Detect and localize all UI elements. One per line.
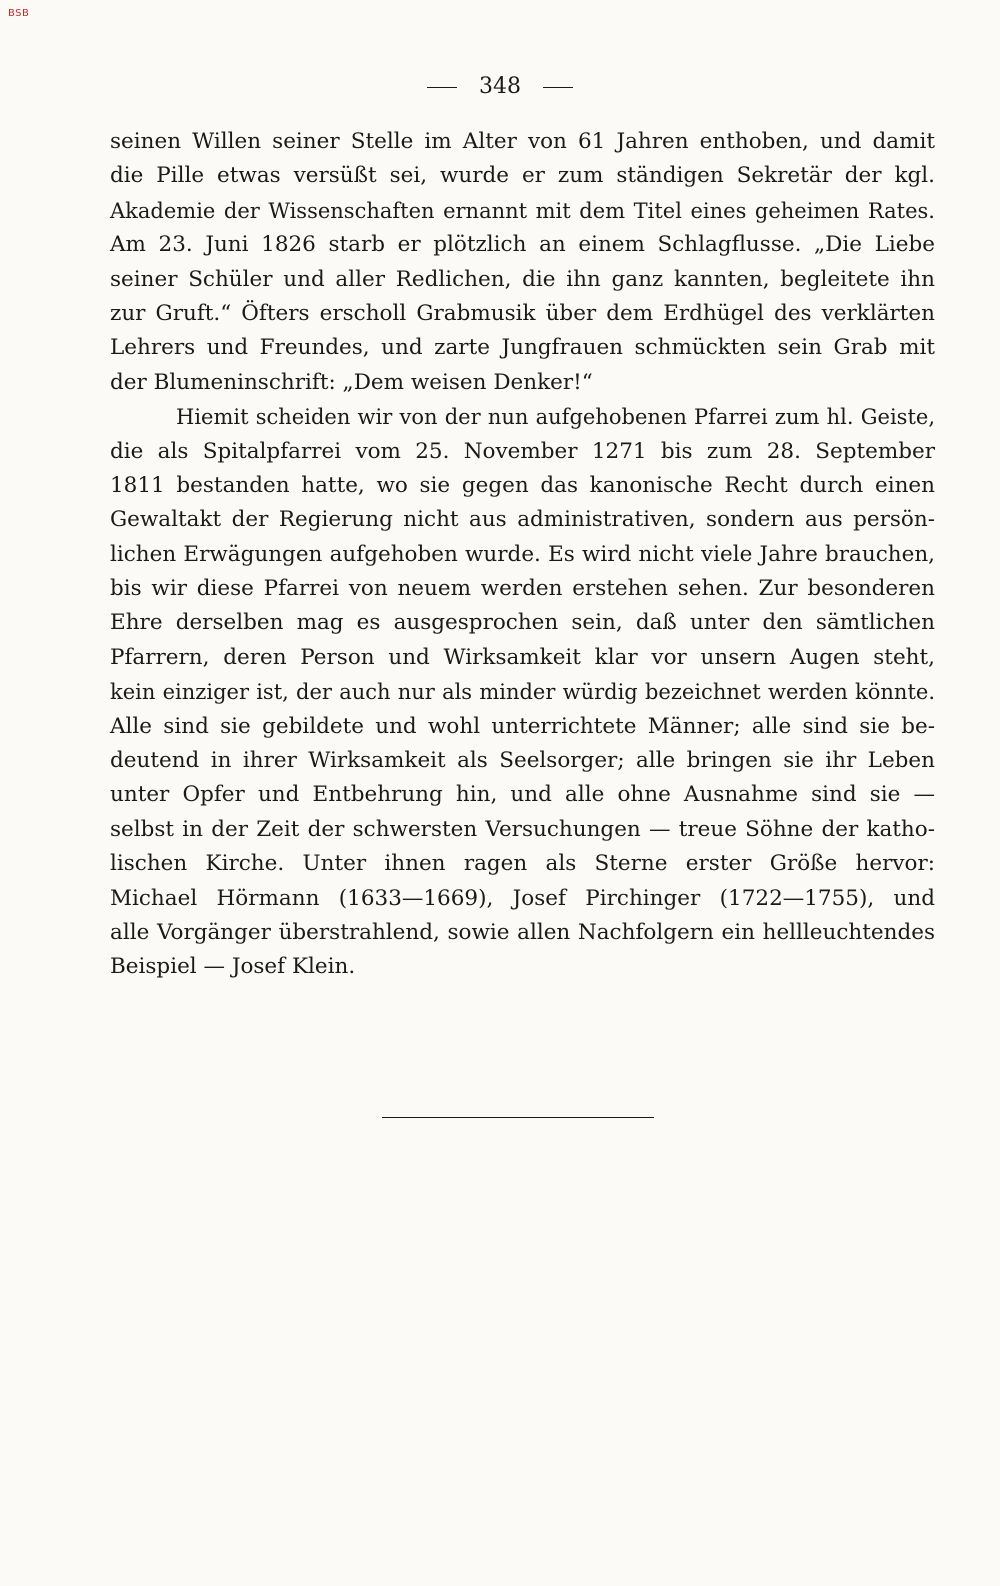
text-line: seiner Schüler und aller Redlichen, die ihn ganz kannten, begleitete ihn <box>110 266 935 292</box>
text-line: lischen Kirche. Unter ihnen ragen als Sterne erster Größe hervor: <box>110 851 935 877</box>
text-line: Am 23. Juni 1826 starb er plötzlich an einem Schlagflusse. „Die Liebe <box>110 232 935 258</box>
text-line: Beispiel — Josef Klein. <box>110 954 356 980</box>
text-line: bis wir diese Pfarrei von neuem werden erstehen sehen. Zur besonderen <box>110 576 935 602</box>
text-line: lichen Erwägungen aufgehoben wurde. Es wird nicht viele Jahre brauchen, <box>110 541 935 567</box>
text-line: deutend in ihrer Wirksamkeit als Seelsorger; alle bringen sie ihr Leben <box>110 748 935 774</box>
page-number <box>0 73 1000 101</box>
text-line: Akademie der Wissenschaften ernannt mit dem Titel eines geheimen Rates. <box>110 198 935 223</box>
text-line: die als Spitalpfarrei vom 25. November 1271 bis zum 28. September <box>110 438 935 464</box>
text-line: Michael Hörmann (1633—1669), Josef Pirchinger (1722—1755), und <box>110 885 935 911</box>
body-text <box>110 125 935 985</box>
text-line: selbst in der Zeit der schwersten Versuchungen — treue Söhne der katho- <box>110 816 935 842</box>
text-line: Pfarrern, deren Person und Wirksamkeit klar vor unsern Augen steht, <box>110 644 935 670</box>
page-number-dash-left <box>427 87 457 88</box>
text-line: alle Vorgänger überstrahlend, sowie allen Nachfolgern ein hellleuchtendes <box>110 919 935 945</box>
text-line: unter Opfer und Entbehrung hin, und alle ohne Ausnahme sind sie — <box>110 782 935 808</box>
text-line: Lehrers und Freundes, und zarte Jungfrauen schmückten sein Grab mit <box>110 335 935 361</box>
text-line: Alle sind sie gebildete und wohl unterrichtete Männer; alle sind sie be- <box>110 713 935 739</box>
text-line: zur Gruft.“ Öfters erscholl Grabmusik über dem Erdhügel des verklärten <box>110 300 935 326</box>
page-number-dash-right <box>543 87 573 88</box>
text-line: Gewaltakt der Regierung nicht aus administrativen, sondern aus persön- <box>110 507 935 533</box>
text-line: Ehre derselben mag es ausgesprochen sein, daß unter den sämtlichen <box>110 610 935 636</box>
text-line: Hiemit scheiden wir von der nun aufgehobenen Pfarrei zum hl. Geiste, <box>176 405 935 430</box>
section-end-rule <box>382 1117 654 1118</box>
library-watermark: BSB <box>8 8 30 19</box>
text-line: der Blumeninschrift: „Dem weisen Denker!“ <box>110 369 593 395</box>
page-number-value: 348 <box>479 74 521 99</box>
text-line: seinen Willen seiner Stelle im Alter von 61 Jahren enthoben, und damit <box>110 129 935 154</box>
text-line: die Pille etwas versüßt sei, wurde er zum ständigen Sekretär der kgl. <box>110 163 935 189</box>
text-line: kein einziger ist, der auch nur als minder würdig bezeichnet werden könnte. <box>110 680 935 705</box>
text-line: 1811 bestanden hatte, wo sie gegen das kanonische Recht durch einen <box>110 472 935 498</box>
